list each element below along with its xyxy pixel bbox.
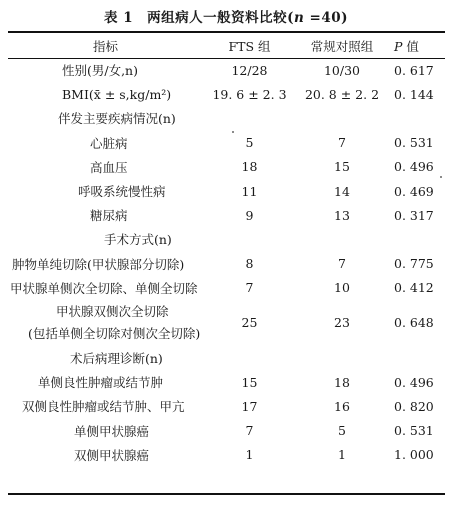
section-heading-row	[8, 346, 445, 370]
table-row	[8, 394, 445, 418]
cell-p: 0. 775	[394, 256, 434, 272]
cell-fts: 8	[245, 256, 254, 272]
cell-fts: 7	[245, 423, 254, 439]
header-p-symbol: P	[394, 38, 403, 54]
table-row	[8, 252, 445, 276]
cell-conventional: 1	[338, 447, 346, 463]
section-heading: 术后病理诊断(n)	[70, 350, 163, 366]
cell-conventional: 10	[334, 280, 350, 296]
table-row	[8, 443, 445, 467]
cell-fts: 17	[241, 398, 258, 414]
row-label: 双侧良性肿瘤或结节肿、甲亢	[22, 399, 185, 415]
row-label: 高血压	[90, 159, 128, 175]
table-title-n: n	[293, 10, 305, 26]
cell-conventional: 16	[334, 398, 350, 414]
header-p-value	[388, 33, 445, 58]
row-label: 心脏病	[90, 135, 128, 151]
cell-fts: 9	[245, 207, 254, 223]
table-row	[8, 203, 445, 227]
cell-fts: 1	[245, 447, 254, 463]
header-conventional: 常规对照组	[310, 38, 374, 54]
cell-p: 0. 412	[394, 280, 434, 296]
cell-fts: 7	[245, 280, 254, 296]
cell-p: 0. 648	[394, 315, 434, 331]
table-row	[8, 131, 445, 155]
data-table	[8, 33, 445, 467]
cell-p: 1. 000	[394, 447, 434, 463]
table-row	[8, 300, 445, 346]
cell-fts: 5	[245, 135, 254, 151]
cell-conventional: 15	[334, 159, 350, 175]
cell-fts: 25	[241, 315, 258, 331]
row-label-line2: (包括单侧全切除对侧次全切除)	[28, 325, 201, 341]
table-row	[8, 179, 445, 203]
section-heading: 手术方式(n)	[104, 232, 172, 248]
cell-p: 0. 531	[394, 423, 434, 439]
cell-p: 0. 317	[394, 207, 434, 223]
cell-p: 0. 469	[394, 183, 434, 199]
row-label: 单侧甲状腺癌	[74, 423, 150, 439]
cell-conventional: 7	[338, 135, 346, 151]
row-label: 甲状腺单侧次全切除、单侧全切除	[10, 280, 198, 296]
table-caption	[0, 6, 452, 26]
header-fts: FTS 组	[228, 38, 271, 54]
row-label: 呼吸系统慢性病	[78, 184, 166, 200]
cell-p: 0. 496	[394, 159, 434, 175]
table-row	[8, 276, 445, 300]
cell-conventional: 14	[334, 183, 350, 199]
cell-p: 0. 496	[394, 374, 434, 390]
table-row	[8, 155, 445, 179]
row-label: 糖尿病	[90, 208, 128, 224]
table-row	[8, 370, 445, 394]
cell-fts: 19. 6 ± 2. 3	[212, 86, 287, 102]
row-label: BMI(x̄ ± s,kg/m²)	[62, 86, 172, 102]
cell-fts: 15	[241, 374, 258, 390]
cell-conventional: 10/30	[323, 62, 361, 78]
section-heading: 伴发主要疾病情况(n)	[58, 111, 176, 127]
table-row	[8, 82, 445, 106]
row-label: 性别(男/女,n)	[62, 63, 138, 79]
table-row	[8, 418, 445, 442]
cell-conventional: 5	[338, 423, 346, 439]
row-label: 肿物单纯切除(甲状腺部分切除)	[12, 256, 185, 272]
bottom-rule	[8, 493, 445, 495]
cell-p: 0. 820	[394, 398, 434, 414]
table-number: 表 1	[104, 10, 134, 26]
row-label-line1: 甲状腺双侧次全切除	[56, 303, 169, 319]
row-label: 双侧甲状腺癌	[74, 447, 150, 463]
cell-p: 0. 531	[394, 135, 434, 151]
table-title-prefix: 两组病人一般资料比较(	[147, 10, 294, 26]
cell-fts: 11	[241, 183, 258, 199]
header-row	[8, 33, 445, 58]
print-speck	[232, 131, 234, 133]
header-indicator: 指标	[92, 38, 118, 54]
cell-fts: 18	[241, 159, 258, 175]
cell-p: 0. 144	[394, 86, 434, 102]
row-label	[8, 300, 203, 346]
row-label: 单侧良性肿瘤或结节肿	[38, 375, 164, 391]
section-heading-row	[8, 227, 445, 251]
cell-p: 0. 617	[394, 62, 434, 78]
section-heading-row	[8, 106, 445, 130]
cell-conventional: 23	[334, 315, 350, 331]
cell-fts: 12/28	[231, 62, 268, 78]
print-speck	[440, 176, 442, 178]
cell-conventional: 18	[334, 374, 350, 390]
table-row	[8, 58, 445, 82]
cell-conventional: 20. 8 ± 2. 2	[304, 86, 380, 102]
table-title-suffix: =40)	[304, 10, 348, 26]
cell-conventional: 13	[334, 207, 350, 223]
header-p-suffix: 值	[402, 38, 419, 54]
cell-conventional: 7	[338, 256, 346, 272]
